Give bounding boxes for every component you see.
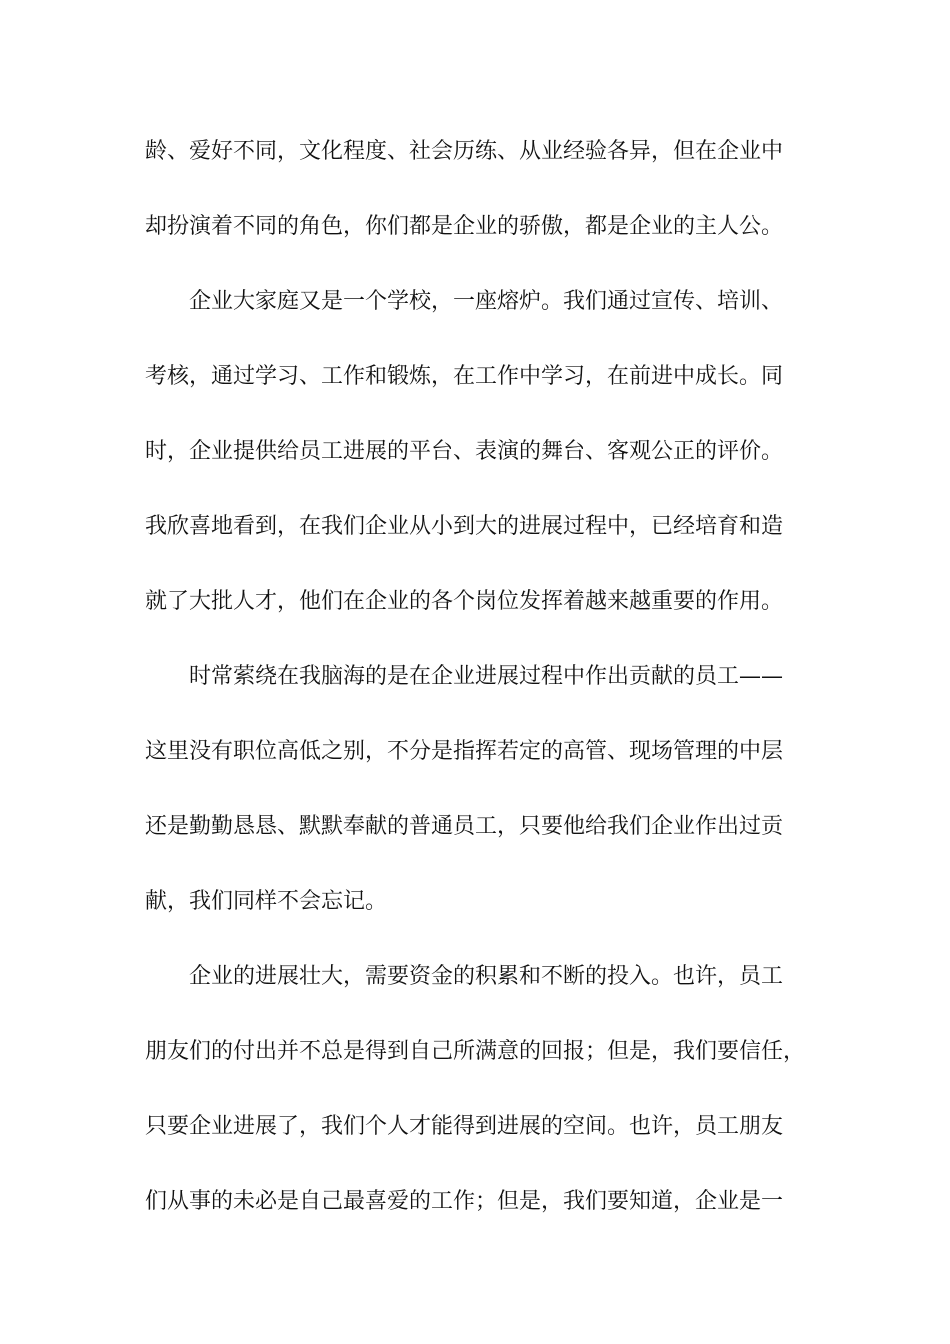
line-text: 就了大批人才，他们在企业的各个岗位发挥着越来越重要的作用。: [145, 589, 784, 614]
text-line: [0, 507, 950, 547]
text-line: [0, 357, 950, 397]
line-text: 还是勤勤恳恳、默默奉献的普通员工，只要他给我们企业作出过贡: [145, 814, 784, 839]
text-line: [0, 582, 950, 622]
line-text: 却扮演着不同的角色，你们都是企业的骄傲，都是企业的主人公。: [145, 214, 784, 239]
line-text: 时常萦绕在我脑海的是在企业进展过程中作出贡献的员工——: [189, 664, 784, 689]
text-line: [0, 1182, 950, 1222]
text-line: [0, 132, 950, 172]
line-text: 龄、爱好不同，文化程度、社会历练、从业经验各异，但在企业中: [145, 139, 784, 164]
line-text: 这里没有职位高低之别，不分是指挥若定的高管、现场管理的中层: [145, 739, 784, 764]
text-line: [0, 732, 950, 772]
text-line: [0, 432, 950, 472]
text-line: [0, 882, 950, 922]
line-text: 朋友们的付出并不总是得到自己所满意的回报；但是，我们要信任，: [145, 1039, 806, 1064]
line-text: 献，我们同样不会忘记。: [145, 889, 388, 914]
text-line: [0, 807, 950, 847]
line-text: 们从事的未必是自己最喜爱的工作；但是，我们要知道，企业是一: [145, 1189, 784, 1214]
line-text: 我欣喜地看到，在我们企业从小到大的进展过程中，已经培育和造: [145, 514, 784, 539]
paragraph-first-line: [0, 282, 950, 322]
line-text: 企业的进展壮大，需要资金的积累和不断的投入。也许，员工: [189, 964, 784, 989]
paragraph-first-line: [0, 957, 950, 997]
line-text: 企业大家庭又是一个学校，一座熔炉。我们通过宣传、培训、: [189, 289, 784, 314]
line-text: 只要企业进展了，我们个人才能得到进展的空间。也许，员工朋友: [145, 1114, 784, 1139]
line-text: 考核，通过学习、工作和锻炼，在工作中学习，在前进中成长。同: [145, 364, 784, 389]
line-text: 时，企业提供给员工进展的平台、表演的舞台、客观公正的评价。: [145, 439, 784, 464]
paragraph-first-line: [0, 657, 950, 697]
text-line: [0, 1032, 950, 1072]
text-line: [0, 1107, 950, 1147]
text-line: [0, 207, 950, 247]
